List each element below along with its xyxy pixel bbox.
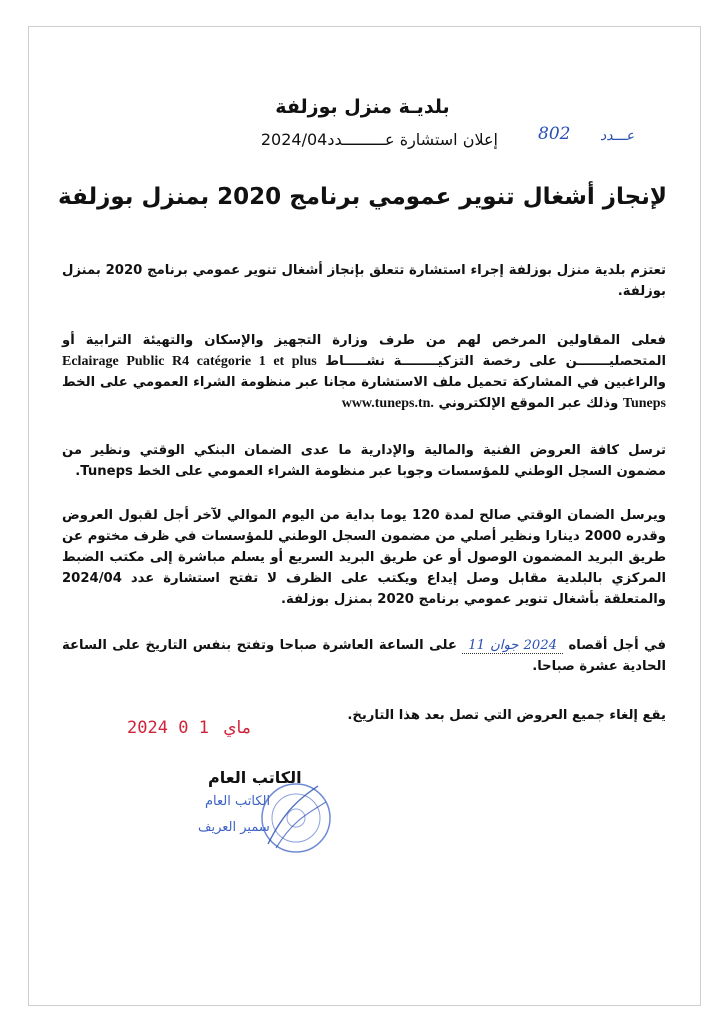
eligibility-text-a: فعلى المقاولين المرخص لهم من طرف وزارة التجهيز والإسكان والتهيئة الترابية أو المتحصليـــــــن على رخصة التزكيــــــــة نشـــــاط [62,333,667,369]
municipality-header: بلديـة منزل بوزلفة [275,96,450,118]
stamp-month: ماي [223,718,251,738]
ref-label: عـــدد [600,128,635,144]
ref-number: 802 [538,124,571,144]
deadline-handwritten-date: 2024 جوان 11 [462,638,563,654]
stamp-year: 2024 [127,718,168,738]
activity-category: Eclairage Public R4 catégorie 1 et plus [62,354,317,369]
document-title: لإنجاز أشغال تنوير عمومي برنامج 2020 بمنزل بوزلفة [58,184,667,210]
tuneps-label: Tuneps [622,396,666,411]
paragraph-intro: تعتزم بلدية منزل بوزلفة إجراء استشارة تتعلق بإنجاز أشغال تنوير عمومي برنامج 2020 بمنزل بوزلفة. [62,263,666,299]
deadline-text-a: في أجل أقصاه [568,638,666,653]
eligibility-text-b: والراغبين في المشاركة تحميل ملف الاستشارة مجانا عبر منظومة الشراء العمومي على الخط [62,375,666,390]
paragraph-eligibility [62,330,666,414]
eligibility-text-c: وذلك عبر الموقع الإلكتروني [438,396,619,411]
paragraph-deadline [62,635,666,677]
paragraph-submission: ترسل كافة العروض الفنية والمالية والإدارية ما عدى الضمان البنكي الوقتي ونظير من مضمون السجل الوطني للمؤسسات وجوبا عبر منظومة الشراء العمومي على الخط Tuneps. [62,443,666,479]
consultation-number-line: إعلان استشارة عـــــــــدد2024/04 [260,130,498,149]
tuneps-website: www.tuneps.tn. [341,396,434,411]
deadline-text-b: على الساعة العاشرة صباحا وتفتح بنفس التاريخ على الساعة الحادية عشرة صباحا. [62,638,666,674]
paragraph-cancellation: يقع إلغاء جميع العروض التي تصل بعد هذا التاريخ. [347,708,666,723]
official-seal-icon [256,778,336,858]
seal-signatory-title: الكاتب العام [205,794,271,809]
date-stamp [127,718,255,738]
seal-signatory-name: سمير العريف [198,820,270,835]
signatory-title: الكاتب العام [208,768,302,787]
paragraph-guarantee: ويرسل الضمان الوقتي صالح لمدة 120 يوما بداية من اليوم الموالي لآخر أجل لقبول العروض وقدره 2000 دينارا ونظير أصلي من مضمون السجل الوطني للمؤسسات في ظرف مختوم عن طريق البريد المضمون الوصول أو عن طريق البريد السريع أو يسلم مباشرة إلى مكتب الضبط المركزي بالبلدية مقابل وصل إيداع ويكتب على الظرف لا تفتح استشارة عدد 2024/04 والمتعلقة بأشغال تنوير عمومي برنامج 2020 بمنزل بوزلفة. [62,508,666,607]
stamp-day: 1 0 [178,718,209,738]
